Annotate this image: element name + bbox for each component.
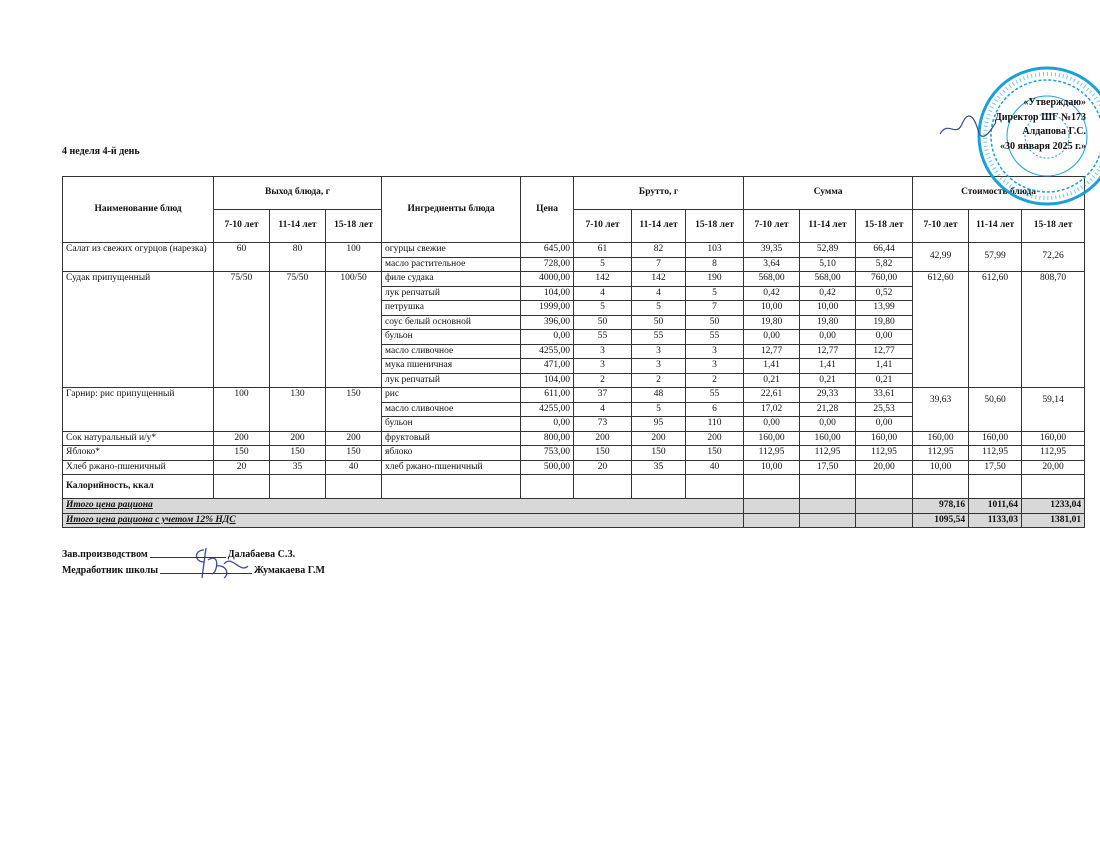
brutto-cell: 142	[574, 272, 632, 287]
cost-cell: 112,95	[969, 446, 1022, 461]
brutto-cell: 7	[632, 257, 686, 272]
cost-cell: 42,99	[913, 243, 969, 272]
output-cell: 100/50	[326, 272, 382, 388]
brutto-cell: 7	[686, 301, 744, 316]
sum-cell: 66,44	[856, 243, 913, 258]
sum-cell: 1,41	[744, 359, 800, 374]
output-header: Выход блюда, г	[214, 177, 382, 210]
price-cell: 0,00	[521, 330, 574, 345]
brutto-cell: 50	[686, 315, 744, 330]
calories-label: Калорийность, ккал	[63, 475, 214, 499]
price-cell: 396,00	[521, 315, 574, 330]
sum-cell: 29,33	[800, 388, 856, 403]
brutto-cell: 2	[574, 373, 632, 388]
signature-row	[62, 549, 295, 560]
total-vat-value: 1133,03	[969, 513, 1022, 528]
sum-header: Сумма	[744, 177, 913, 210]
approval-line: «Утверждаю»	[1023, 97, 1086, 108]
cost-cell: 17,50	[969, 460, 1022, 475]
output-cell: 150	[270, 446, 326, 461]
sum-cell: 17,02	[744, 402, 800, 417]
table-row	[63, 243, 1085, 258]
sum-cell: 12,77	[800, 344, 856, 359]
sum-cell: 10,00	[744, 460, 800, 475]
brutto-cell: 55	[686, 388, 744, 403]
total-value: 978,16	[913, 499, 969, 514]
ingredients-header: Ингредиенты блюда	[382, 177, 521, 243]
dish-name: Сок натуральный и/у*	[63, 431, 214, 446]
sum-cell: 3,64	[744, 257, 800, 272]
cost-cell: 612,60	[913, 272, 969, 388]
sum-cell: 5,10	[800, 257, 856, 272]
age-header: 11-14 лет	[969, 210, 1022, 243]
brutto-cell: 95	[632, 417, 686, 432]
total-value: 1233,04	[1022, 499, 1085, 514]
cost-cell: 72,26	[1022, 243, 1085, 272]
sum-cell: 160,00	[856, 431, 913, 446]
age-header: 11-14 лет	[800, 210, 856, 243]
price-cell: 104,00	[521, 286, 574, 301]
sum-cell: 22,61	[744, 388, 800, 403]
page-title: 4 неделя 4-й день	[62, 146, 140, 157]
approval-line: «30 января 2025 г.»	[1000, 140, 1086, 152]
sum-cell: 0,42	[744, 286, 800, 301]
sum-cell: 160,00	[800, 431, 856, 446]
price-cell: 4000,00	[521, 272, 574, 287]
price-cell: 611,00	[521, 388, 574, 403]
ingredient-cell: масло сливочное	[382, 344, 521, 359]
brutto-cell: 37	[574, 388, 632, 403]
brutto-cell: 20	[574, 460, 632, 475]
cost-cell: 112,95	[1022, 446, 1085, 461]
sum-cell: 19,80	[856, 315, 913, 330]
brutto-cell: 82	[632, 243, 686, 258]
dish-name: Яблоко*	[63, 446, 214, 461]
ingredient-cell: масло растительное	[382, 257, 521, 272]
brutto-cell: 190	[686, 272, 744, 287]
price-cell: 471,00	[521, 359, 574, 374]
brutto-cell: 55	[686, 330, 744, 345]
cost-cell: 20,00	[1022, 460, 1085, 475]
sum-cell: 33,61	[856, 388, 913, 403]
output-cell: 200	[270, 431, 326, 446]
sum-cell: 10,00	[744, 301, 800, 316]
approval-line: Директор ШГ №173	[994, 111, 1086, 123]
brutto-cell: 3	[574, 359, 632, 374]
sum-cell: 760,00	[856, 272, 913, 287]
output-cell: 100	[326, 243, 382, 272]
brutto-cell: 150	[686, 446, 744, 461]
sum-cell: 25,53	[856, 402, 913, 417]
price-cell: 645,00	[521, 243, 574, 258]
brutto-cell: 73	[574, 417, 632, 432]
table-row	[63, 446, 1085, 461]
brutto-cell: 200	[574, 431, 632, 446]
sum-cell: 13,99	[856, 301, 913, 316]
output-cell: 150	[326, 446, 382, 461]
brutto-header: Брутто, г	[574, 177, 744, 210]
total-vat-label: Итого цена рациона с учетом 12% НДС	[66, 514, 236, 525]
brutto-cell: 3	[686, 344, 744, 359]
ingredient-cell: масло сливочное	[382, 402, 521, 417]
dish-name: Хлеб ржано-пшеничный	[63, 460, 214, 475]
brutto-cell: 110	[686, 417, 744, 432]
sum-cell: 112,95	[856, 446, 913, 461]
brutto-cell: 48	[632, 388, 686, 403]
brutto-cell: 61	[574, 243, 632, 258]
brutto-cell: 5	[574, 301, 632, 316]
price-header: Цена	[521, 177, 574, 243]
price-cell: 104,00	[521, 373, 574, 388]
output-cell: 80	[270, 243, 326, 272]
table-row	[63, 388, 1085, 403]
sum-cell: 19,80	[800, 315, 856, 330]
signature-name: Далабаева С.З.	[227, 549, 296, 560]
ingredient-cell: рис	[382, 388, 521, 403]
brutto-cell: 55	[632, 330, 686, 345]
brutto-cell: 35	[632, 460, 686, 475]
sum-cell: 0,00	[744, 417, 800, 432]
sum-cell: 0,21	[800, 373, 856, 388]
ingredient-cell: мука пшеничная	[382, 359, 521, 374]
output-cell: 40	[326, 460, 382, 475]
table-row	[63, 431, 1085, 446]
total-vat-value: 1381,01	[1022, 513, 1085, 528]
ingredient-cell: хлеб ржано-пшеничный	[382, 460, 521, 475]
sum-cell: 19,80	[744, 315, 800, 330]
output-cell: 150	[214, 446, 270, 461]
sum-cell: 112,95	[800, 446, 856, 461]
signature-role: Зав.производством	[62, 549, 148, 560]
output-cell: 60	[214, 243, 270, 272]
sum-cell: 1,41	[856, 359, 913, 374]
menu-table	[62, 176, 1085, 528]
dish-name: Судак припущенный	[63, 272, 214, 388]
sum-cell: 0,00	[744, 330, 800, 345]
total-row	[63, 499, 1085, 514]
brutto-cell: 5	[632, 402, 686, 417]
ingredient-cell: яблоко	[382, 446, 521, 461]
cost-header: Стоимость блюда	[913, 177, 1085, 210]
price-cell: 4255,00	[521, 402, 574, 417]
dish-name: Салат из свежих огурцов (нарезка)	[63, 243, 214, 272]
ingredient-cell: огурцы свежие	[382, 243, 521, 258]
ingredient-cell: лук репчатый	[382, 373, 521, 388]
sum-cell: 568,00	[800, 272, 856, 287]
ingredient-cell: бульон	[382, 330, 521, 345]
sum-cell: 112,95	[744, 446, 800, 461]
sum-cell: 0,00	[856, 417, 913, 432]
brutto-cell: 5	[632, 301, 686, 316]
cost-cell: 160,00	[913, 431, 969, 446]
age-header: 7-10 лет	[744, 210, 800, 243]
brutto-cell: 200	[632, 431, 686, 446]
price-cell: 753,00	[521, 446, 574, 461]
age-header: 15-18 лет	[686, 210, 744, 243]
brutto-cell: 150	[632, 446, 686, 461]
brutto-cell: 40	[686, 460, 744, 475]
output-cell: 130	[270, 388, 326, 432]
brutto-cell: 3	[574, 344, 632, 359]
sum-cell: 0,52	[856, 286, 913, 301]
signature-role: Медработник школы	[62, 565, 159, 576]
age-header: 15-18 лет	[1022, 210, 1085, 243]
output-cell: 150	[326, 388, 382, 432]
signature-row	[62, 565, 325, 576]
brutto-cell: 6	[686, 402, 744, 417]
output-cell: 75/50	[270, 272, 326, 388]
age-header: 7-10 лет	[913, 210, 969, 243]
sum-cell: 17,50	[800, 460, 856, 475]
brutto-cell: 103	[686, 243, 744, 258]
brutto-cell: 3	[632, 359, 686, 374]
sum-cell: 39,35	[744, 243, 800, 258]
cost-cell: 39,63	[913, 388, 969, 432]
sum-cell: 12,77	[744, 344, 800, 359]
total-label: Итого цена рациона	[66, 500, 153, 510]
brutto-cell: 4	[574, 402, 632, 417]
sum-cell: 5,82	[856, 257, 913, 272]
age-header: 15-18 лет	[326, 210, 382, 243]
age-header: 7-10 лет	[214, 210, 270, 243]
brutto-cell: 5	[574, 257, 632, 272]
sum-cell: 0,00	[800, 417, 856, 432]
cost-cell: 57,99	[969, 243, 1022, 272]
sum-cell: 0,21	[744, 373, 800, 388]
total-vat-row	[63, 513, 1085, 528]
price-cell: 728,00	[521, 257, 574, 272]
brutto-cell: 5	[686, 286, 744, 301]
sum-cell: 568,00	[744, 272, 800, 287]
price-cell: 800,00	[521, 431, 574, 446]
price-cell: 1999,00	[521, 301, 574, 316]
ingredient-cell: лук репчатый	[382, 286, 521, 301]
cost-cell: 59,14	[1022, 388, 1085, 432]
price-cell: 4255,00	[521, 344, 574, 359]
ingredient-cell: петрушка	[382, 301, 521, 316]
brutto-cell: 2	[632, 373, 686, 388]
output-cell: 200	[214, 431, 270, 446]
sum-cell: 0,00	[800, 330, 856, 345]
output-cell: 20	[214, 460, 270, 475]
output-cell: 75/50	[214, 272, 270, 388]
brutto-cell: 55	[574, 330, 632, 345]
sum-cell: 10,00	[800, 301, 856, 316]
ingredient-cell: бульон	[382, 417, 521, 432]
dish-header: Наименование блюд	[63, 177, 214, 243]
cost-cell: 112,95	[913, 446, 969, 461]
brutto-cell: 3	[632, 344, 686, 359]
ingredient-cell: соус белый основной	[382, 315, 521, 330]
total-vat-value: 1095,54	[913, 513, 969, 528]
dish-name: Гарнир: рис припущенный	[63, 388, 214, 432]
cost-cell: 50,60	[969, 388, 1022, 432]
signature-name: Жумакаева Г.М	[254, 565, 325, 576]
table-row	[63, 272, 1085, 287]
price-cell: 0,00	[521, 417, 574, 432]
brutto-cell: 3	[686, 359, 744, 374]
sum-cell: 21,28	[800, 402, 856, 417]
sum-cell: 20,00	[856, 460, 913, 475]
brutto-cell: 50	[574, 315, 632, 330]
age-header: 15-18 лет	[856, 210, 913, 243]
sum-cell: 160,00	[744, 431, 800, 446]
approval-signature-icon	[938, 112, 998, 142]
calories-row	[63, 475, 1085, 499]
cost-cell: 160,00	[969, 431, 1022, 446]
age-header: 7-10 лет	[574, 210, 632, 243]
brutto-cell: 50	[632, 315, 686, 330]
signature-line	[160, 573, 252, 574]
brutto-cell: 142	[632, 272, 686, 287]
sum-cell: 0,00	[856, 330, 913, 345]
cost-cell: 160,00	[1022, 431, 1085, 446]
brutto-cell: 4	[632, 286, 686, 301]
table-row	[63, 460, 1085, 475]
sum-cell: 1,41	[800, 359, 856, 374]
age-header: 11-14 лет	[270, 210, 326, 243]
total-value: 1011,64	[969, 499, 1022, 514]
price-cell: 500,00	[521, 460, 574, 475]
sum-cell: 0,42	[800, 286, 856, 301]
sum-cell: 12,77	[856, 344, 913, 359]
brutto-cell: 4	[574, 286, 632, 301]
output-cell: 100	[214, 388, 270, 432]
ingredient-cell: филе судака	[382, 272, 521, 287]
sum-cell: 0,21	[856, 373, 913, 388]
approval-line: Алдапова Г.С.	[1022, 126, 1086, 137]
cost-cell: 10,00	[913, 460, 969, 475]
brutto-cell: 8	[686, 257, 744, 272]
brutto-cell: 150	[574, 446, 632, 461]
brutto-cell: 2	[686, 373, 744, 388]
brutto-cell: 200	[686, 431, 744, 446]
ingredient-cell: фруктовый	[382, 431, 521, 446]
sum-cell: 52,89	[800, 243, 856, 258]
signature-line	[150, 557, 226, 558]
output-cell: 200	[326, 431, 382, 446]
age-header: 11-14 лет	[632, 210, 686, 243]
output-cell: 35	[270, 460, 326, 475]
cost-cell: 612,60	[969, 272, 1022, 388]
cost-cell: 808,70	[1022, 272, 1085, 388]
